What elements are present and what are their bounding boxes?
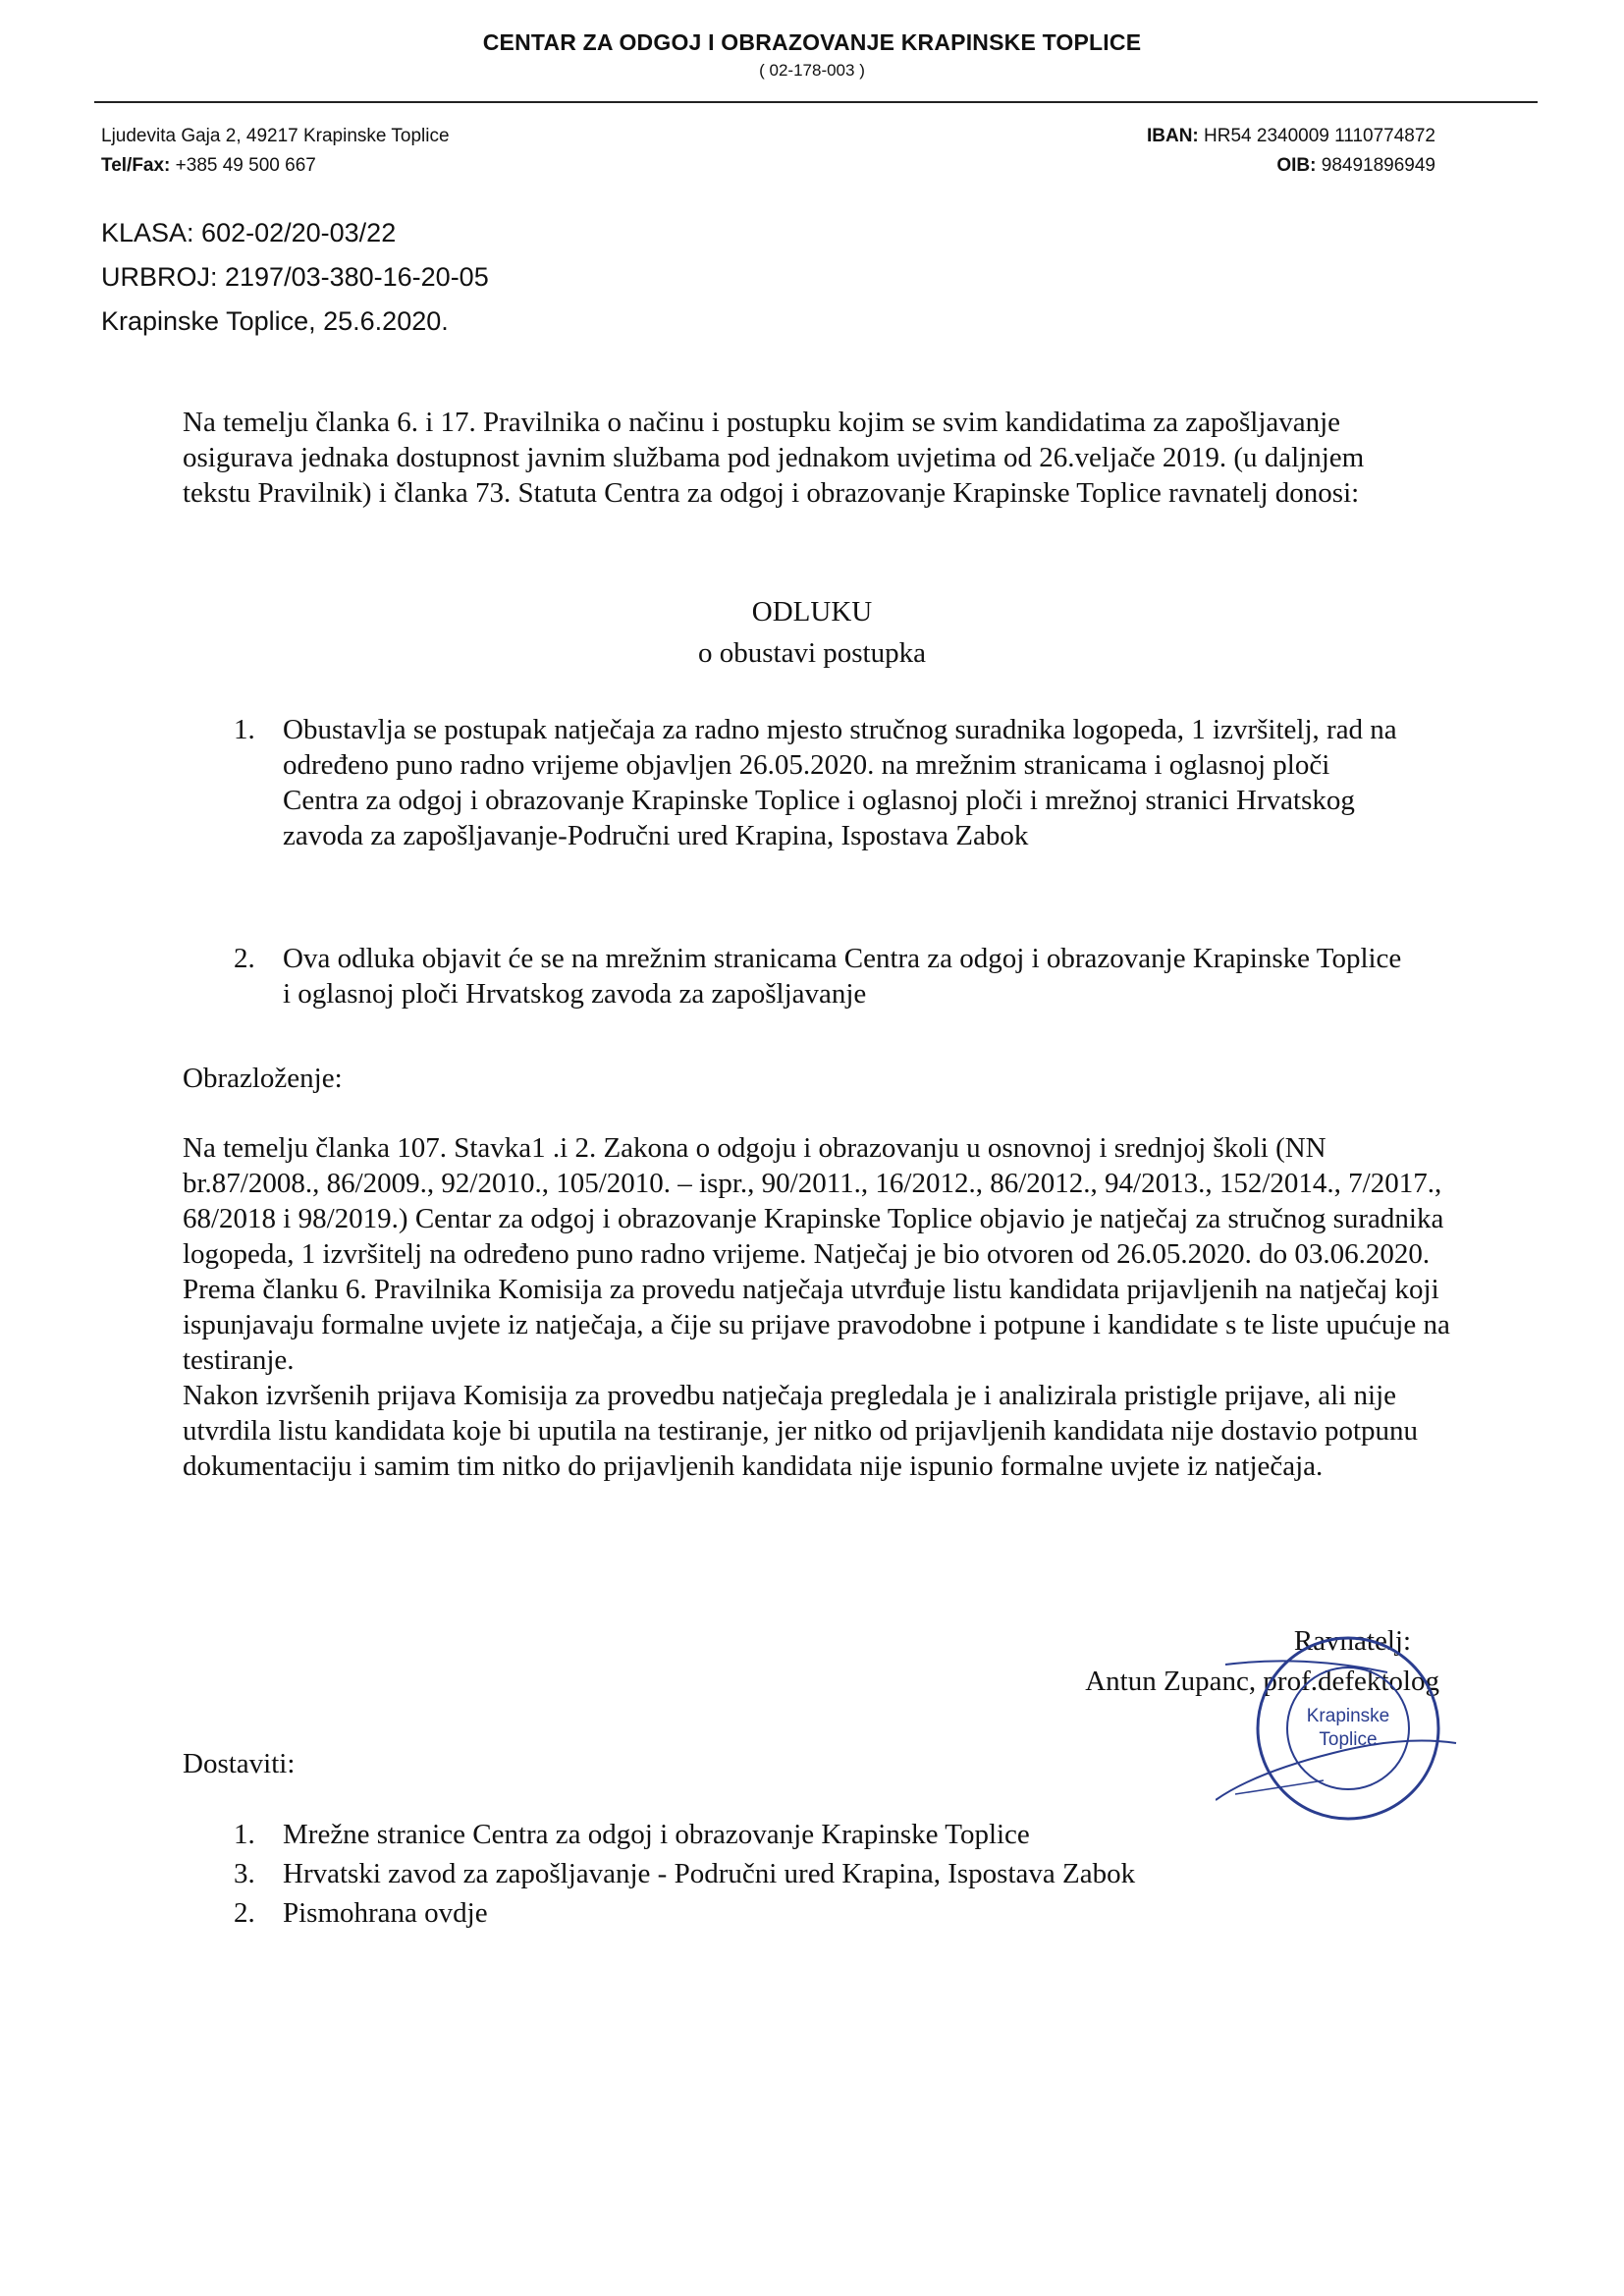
delivery-list (234, 1817, 1412, 1935)
intro-paragraph: Na temelju članka 6. i 17. Pravilnika o načinu i postupku kojim se svim kandidatima za zapošljavanje osigurava jednaka dostupnost javnim službama pod jednakom uvjetima od 26.veljače 2019. (u daljnjem tekstu Pravilnik) i članka 73. Statuta Centra za odgoj i obrazovanje Krapinske Toplice ravnatelj donosi: (183, 407, 1365, 509)
decision-item-number: 2. (234, 943, 255, 974)
delivery-item (234, 1817, 1412, 1852)
organization-code: ( 02-178-003 ) (759, 61, 865, 80)
header-divider (94, 101, 1538, 103)
decision-item-text: Ova odluka objavit će se na mrežnim stranicama Centra za odgoj i obrazovanje Krapinske Toplice i oglasnoj ploči Hrvatskog zavoda za zapošljavanje (283, 943, 1402, 1010)
stamp-text-line1: Krapinske (1306, 1706, 1390, 1726)
stamp-inner-ring (1287, 1667, 1409, 1789)
explanation-heading: Obrazloženje: (183, 1063, 343, 1094)
delivery-item-number: 3. (234, 1858, 255, 1889)
explanation-text: Na temelju članka 107. Stavka1 .i 2. Zakona o odgoju i obrazovanju u osnovnoj i srednjoj školi (NN br.87/2008., 86/2009., 92/2010., 105/2010. – ispr., 90/2011., 16/2012., 86/2012., 94/2013., 152/2014., 7/2017., 68/2018 i 98/2019.) Centar za odgoj i obrazovanje Krapinske Toplice objavio je natječaj za stručnog suradnika logopeda, 1 izvršitelj na određeno puno radno vrijeme. Natječaj je bio otvoren od 26.05.2020. do 03.06.2020. Prema članku 6. Pravilnika Komisija za provedu natječaja utvrđuje listu kandidata prijavljenih na natječaj koji ispunjavaju formalne uvjete iz natječaja, a čije su prijave pravodobne i potpune i kandidate s te liste upućuje na testiranje. Nakon izvršenih prijava Komisija za provedbu natječaja pregledala je i analizirala pristigle prijave, ali nije utvrdila listu kandidata koje bi uputila na testiranje, jer nitko od prijavljenih kandidata nije dostavio potpunu dokumentaciju i samim tim nitko do prijavljenih kandidata nije ispunio formalne uvjete iz natječaja. (183, 1132, 1450, 1482)
decision-item-text: Obustavlja se postupak natječaja za radno mjesto stručnog suradnika logopeda, 1 izvršitelj, rad na određeno puno radno vrijeme objavljen 26.05.2020. na mrežnim stranicama i oglasnoj ploči Centra za odgoj i obrazovanje Krapinske Toplice i oglasnoj ploči i mrežnoj stranici Hrvatskog zavoda za zapošljavanje-Područni ured Krapina, Ispostava Zabok (283, 714, 1397, 851)
decision-title: ODLUKU (751, 596, 873, 628)
decision-item-number: 1. (234, 714, 255, 745)
bank-block (1147, 122, 1435, 181)
urbroj-line: URBROJ: 2197/03-380-16-20-05 (101, 262, 489, 292)
delivery-heading: Dostaviti: (183, 1748, 296, 1779)
iban-label: IBAN: (1146, 126, 1199, 146)
klasa-line: KLASA: 602-02/20-03/22 (101, 218, 397, 247)
organization-name: CENTAR ZA ODGOJ I OBRAZOVANJE KRAPINSKE TOPLICE (482, 29, 1142, 55)
telfax-value: +385 49 500 667 (170, 155, 316, 176)
oib-value: 98491896949 (1316, 155, 1435, 176)
signature-name: Antun Zupanc, prof.defektolog (1085, 1666, 1439, 1697)
signature-stroke (1225, 1661, 1387, 1672)
delivery-item-text: Hrvatski zavod za zapošljavanje - Područni ured Krapina, Ispostava Zabok (283, 1858, 1136, 1889)
oib-label: OIB: (1276, 155, 1317, 176)
place-date-line: Krapinske Toplice, 25.6.2020. (101, 306, 449, 336)
address-block (101, 122, 450, 181)
delivery-item-text: Pismohrana ovdje (283, 1897, 488, 1929)
reference-block (101, 211, 489, 344)
signature-title: Ravnatelj: (1293, 1625, 1411, 1657)
decision-subtitle: o obustavi postupka (698, 637, 926, 669)
iban-line (1147, 122, 1435, 151)
delivery-item-text: Mrežne stranice Centra za odgoj i obrazovanje Krapinske Toplice (283, 1819, 1030, 1850)
delivery-item-number: 2. (234, 1897, 255, 1929)
telfax-line (101, 151, 450, 181)
telfax-label: Tel/Fax: (101, 155, 171, 176)
iban-value: HR54 2340009 1110774872 (1198, 126, 1435, 146)
official-stamp (1216, 1606, 1461, 1851)
address-line: Ljudevita Gaja 2, 49217 Krapinske Toplice (101, 126, 450, 146)
stamp-text-line2: Toplice (1319, 1729, 1378, 1750)
oib-line (1147, 151, 1435, 181)
delivery-item (234, 1895, 1412, 1931)
delivery-item-number: 1. (234, 1819, 255, 1850)
delivery-item (234, 1856, 1412, 1891)
